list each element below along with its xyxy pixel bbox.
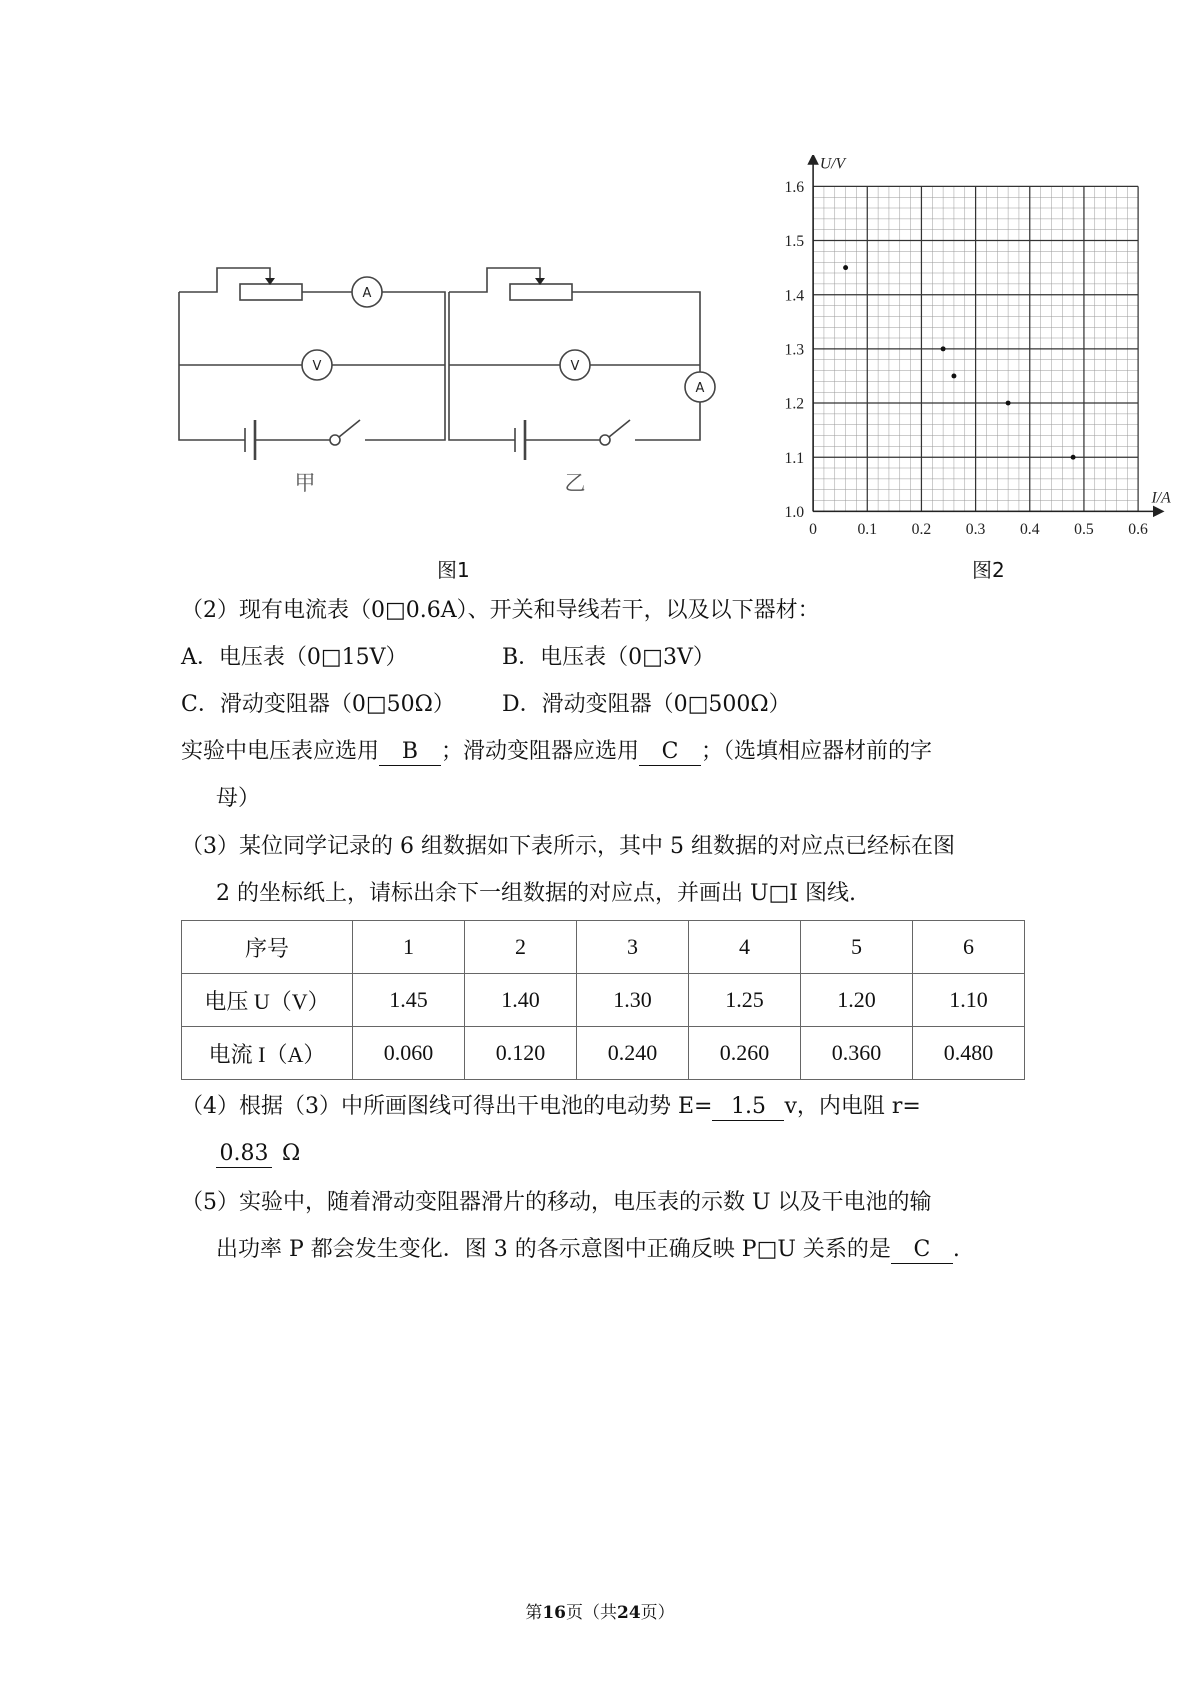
table-cell: 1.45 <box>353 974 465 1027</box>
table-cell: 0.060 <box>353 1027 465 1080</box>
x-tick-label: 0.6 <box>1128 520 1148 538</box>
y-axis-arrow <box>809 155 818 164</box>
footer-total-pages: 24 <box>617 1603 641 1623</box>
q3-line1: （3）某位同学记录的 6 组数据如下表所示，其中 5 组数据的对应点已经标在图 <box>181 834 955 859</box>
q3-line2: 2 的坐标纸上，请标出余下一组数据的对应点，并画出 U□I 图线. <box>216 881 856 906</box>
q2-answer-rheostat: C <box>639 739 701 766</box>
table-cell: 0.240 <box>577 1027 689 1080</box>
q4-line <box>181 1092 921 1122</box>
q2-ask-post: ；（选填相应器材前的字 <box>701 739 933 764</box>
x-tick-label: 0.1 <box>857 520 878 538</box>
y-axis-label: U/V <box>819 155 846 173</box>
q2-option-c: C．滑动变阻器（0□50Ω） <box>181 692 455 717</box>
circuit-jia-label: 甲 <box>294 471 316 495</box>
x-tick-label: 0.2 <box>911 520 932 538</box>
circuit-yi-label: 乙 <box>564 471 586 495</box>
table-header-cell: 6 <box>913 921 1025 974</box>
x-tick-label: 0 <box>809 520 818 538</box>
table-row-voltage <box>182 974 1025 1027</box>
q2-answer-line <box>181 737 932 767</box>
data-point <box>941 346 946 351</box>
table-row-current <box>182 1027 1025 1080</box>
table-header-cell: 1 <box>353 921 465 974</box>
x-tick-label: 0.3 <box>965 520 986 538</box>
q5-line1: （5）实验中，随着滑动变阻器滑片的移动，电压表的示数 U 以及干电池的输 <box>181 1190 932 1215</box>
table-header-cell: 2 <box>465 921 577 974</box>
rheostat-jia <box>240 284 302 300</box>
footer-mid: 页（共 <box>566 1603 617 1623</box>
table-cell: 0.480 <box>913 1027 1025 1080</box>
q5-line2 <box>216 1235 960 1265</box>
table-cell: 1.40 <box>465 974 577 1027</box>
q2-intro: （2）现有电流表（0□0.6A）、开关和导线若干，以及以下器材： <box>181 598 820 623</box>
y-tick-label: 1.3 <box>784 341 805 359</box>
q4-unit: Ω <box>282 1141 301 1166</box>
table-cell: 电流 I（A） <box>182 1027 353 1080</box>
data-point <box>843 265 848 270</box>
figure1-circuits <box>175 250 755 510</box>
table-header-cell: 序号 <box>182 921 353 974</box>
q2-option-b: B．电压表（0□3V） <box>502 645 715 670</box>
page-footer <box>0 1598 1200 1623</box>
footer-page-number: 16 <box>542 1603 566 1623</box>
figure1-caption: 图1 <box>437 558 470 582</box>
voltmeter-symbol-yi: V <box>570 359 580 374</box>
y-tick-label: 1.6 <box>784 178 805 196</box>
data-point <box>1006 401 1011 406</box>
rheostat-yi <box>510 284 572 300</box>
x-axis-label: I/A <box>1151 489 1171 507</box>
q2-ask-wrap: 母） <box>216 786 261 811</box>
table-cell: 1.20 <box>801 974 913 1027</box>
table-cell: 1.30 <box>577 974 689 1027</box>
data-point <box>1071 455 1076 460</box>
data-table <box>181 920 1025 1080</box>
figure2-caption: 图2 <box>972 558 1005 582</box>
q5-answer: C <box>891 1237 953 1264</box>
q4-answer-resistance: 0.83 <box>216 1141 272 1168</box>
data-point <box>951 373 956 378</box>
table-header-cell: 3 <box>577 921 689 974</box>
q2-ask-mid: ；滑动变阻器应选用 <box>441 739 640 764</box>
table-cell: 1.25 <box>689 974 801 1027</box>
q2-answer-voltmeter: B <box>379 739 441 766</box>
figure2-ui-graph <box>760 155 1180 545</box>
y-tick-label: 1.2 <box>784 395 805 413</box>
voltmeter-symbol-jia: V <box>312 359 322 374</box>
footer-post: 页） <box>640 1603 675 1623</box>
ammeter-symbol-jia: A <box>362 286 372 301</box>
y-tick-label: 1.4 <box>784 287 805 305</box>
ammeter-symbol-yi: A <box>695 381 705 396</box>
table-header-cell: 4 <box>689 921 801 974</box>
q2-ask-pre: 实验中电压表应选用 <box>181 739 380 764</box>
table-header-cell: 5 <box>801 921 913 974</box>
q5-pre: 出功率 P 都会发生变化．图 3 的各示意图中正确反映 P□U 关系的是 <box>216 1237 891 1262</box>
q4-mid: v，内电阻 r= <box>784 1094 921 1119</box>
q5-post: . <box>952 1237 960 1262</box>
q2-option-a: A．电压表（0□15V） <box>181 645 408 670</box>
table-header-row <box>182 921 1025 974</box>
table-cell: 0.260 <box>689 1027 801 1080</box>
x-tick-label: 0.5 <box>1074 520 1094 538</box>
table-cell: 0.360 <box>801 1027 913 1080</box>
x-axis-arrow <box>1154 507 1163 516</box>
table-cell: 1.10 <box>913 974 1025 1027</box>
q4-answer-emf: 1.5 <box>712 1094 784 1121</box>
table-cell: 0.120 <box>465 1027 577 1080</box>
y-tick-label: 1.0 <box>784 503 805 521</box>
y-tick-label: 1.5 <box>784 233 805 251</box>
footer-pre: 第 <box>525 1603 543 1623</box>
y-tick-label: 1.1 <box>784 449 805 467</box>
q4-line2 <box>216 1139 300 1169</box>
circuit-yi <box>449 268 715 460</box>
q2-option-d: D．滑动变阻器（0□500Ω） <box>502 692 791 717</box>
q4-pre: （4）根据（3）中所画图线可得出干电池的电动势 E= <box>181 1094 713 1119</box>
table-cell: 电压 U（V） <box>182 974 353 1027</box>
x-tick-label: 0.4 <box>1019 520 1040 538</box>
